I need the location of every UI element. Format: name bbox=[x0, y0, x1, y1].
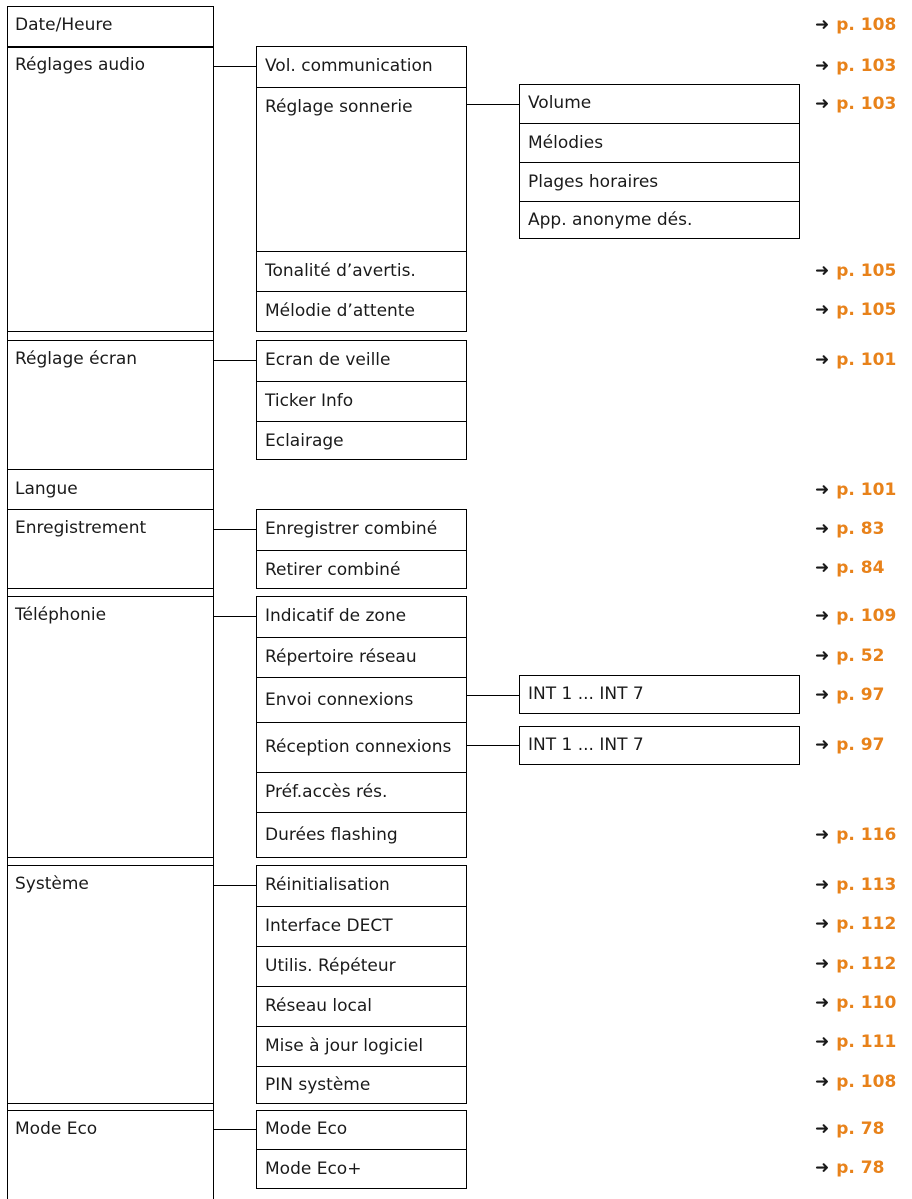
menu-item-date-heure[interactable]: Date/Heure bbox=[15, 15, 113, 35]
level1-separator bbox=[7, 340, 214, 341]
page-ref-mise-a-jour[interactable]: ➜ p. 111 bbox=[815, 1032, 897, 1052]
menu-item-telephonie[interactable]: Téléphonie bbox=[15, 605, 107, 625]
menu-item-interface-dect[interactable]: Interface DECT bbox=[257, 906, 466, 946]
connector-line bbox=[214, 616, 256, 617]
arrow-right-icon: ➜ bbox=[815, 825, 830, 845]
arrow-right-icon: ➜ bbox=[815, 519, 830, 539]
menu-item-langue[interactable]: Langue bbox=[15, 479, 78, 499]
page-ref-enregistrer-combine[interactable]: ➜ p. 83 bbox=[815, 519, 885, 539]
submenu-reception-int bbox=[519, 726, 800, 765]
page-ref-utilis-repeteur[interactable]: ➜ p. 112 bbox=[815, 954, 897, 974]
page-ref-reinitialisation[interactable]: ➜ p. 113 bbox=[815, 875, 897, 895]
menu-item-int-range[interactable]: INT 1 ... INT 7 bbox=[528, 684, 644, 704]
arrow-right-icon: ➜ bbox=[815, 914, 830, 934]
page-ref-mode-eco-plus[interactable]: ➜ p. 78 bbox=[815, 1158, 885, 1178]
connector-line bbox=[214, 1129, 256, 1130]
menu-item-reglage-sonnerie[interactable]: Réglage sonnerie bbox=[257, 87, 466, 251]
connector-line bbox=[467, 745, 519, 746]
arrow-right-icon: ➜ bbox=[815, 646, 830, 666]
menu-item-mode-eco-sub[interactable]: Mode Eco bbox=[265, 1119, 348, 1139]
submenu-reglages-audio bbox=[256, 46, 467, 332]
page-ref-envoi-connexions[interactable]: ➜ p. 97 bbox=[815, 685, 885, 705]
menu-item-repertoire-reseau[interactable]: Répertoire réseau bbox=[257, 637, 466, 677]
page-ref-melodie-attente[interactable]: ➜ p. 105 bbox=[815, 300, 897, 320]
menu-item-reglages-audio[interactable]: Réglages audio bbox=[15, 55, 146, 75]
menu-item-volume[interactable]: Volume bbox=[528, 93, 592, 113]
page-ref-mode-eco[interactable]: ➜ p. 78 bbox=[815, 1119, 885, 1139]
level1-separator bbox=[7, 857, 214, 858]
page-ref-reception-connexions[interactable]: ➜ p. 97 bbox=[815, 735, 885, 755]
page-ref-repertoire-reseau[interactable]: ➜ p. 52 bbox=[815, 646, 885, 666]
menu-item-mode-eco[interactable]: Mode Eco bbox=[15, 1119, 98, 1139]
submenu-mode-eco bbox=[256, 1110, 467, 1189]
page-ref-pin-systeme[interactable]: ➜ p. 108 bbox=[815, 1072, 897, 1092]
menu-item-durees-flashing[interactable]: Durées flashing bbox=[257, 812, 466, 857]
menu-item-tonalite-avertis[interactable]: Tonalité d’avertis. bbox=[257, 251, 466, 291]
arrow-right-icon: ➜ bbox=[815, 15, 830, 35]
menu-item-pin-systeme[interactable]: PIN système bbox=[257, 1066, 466, 1103]
connector-line bbox=[214, 885, 256, 886]
menu-item-envoi-connexions[interactable]: Envoi connexions bbox=[257, 677, 466, 722]
menu-item-melodies[interactable]: Mélodies bbox=[520, 123, 799, 162]
menu-item-plages-horaires[interactable]: Plages horaires bbox=[520, 162, 799, 201]
menu-item-indicatif-zone[interactable]: Indicatif de zone bbox=[265, 606, 407, 626]
menu-item-reception-connexions[interactable]: Réception connexions bbox=[257, 722, 466, 772]
menu-item-pref-acces[interactable]: Préf.accès rés. bbox=[257, 772, 466, 812]
submenu-systeme bbox=[256, 865, 467, 1104]
arrow-right-icon: ➜ bbox=[815, 1119, 830, 1139]
arrow-right-icon: ➜ bbox=[815, 94, 830, 114]
submenu-envoi-int bbox=[519, 675, 800, 714]
menu-item-systeme[interactable]: Système bbox=[15, 874, 89, 894]
menu-item-ecran-veille[interactable]: Ecran de veille bbox=[265, 350, 391, 370]
arrow-right-icon: ➜ bbox=[815, 558, 830, 578]
page-ref-durees-flashing[interactable]: ➜ p. 116 bbox=[815, 825, 897, 845]
menu-item-eclairage[interactable]: Eclairage bbox=[257, 421, 466, 461]
level1-separator bbox=[7, 331, 214, 332]
connector-line bbox=[214, 529, 256, 530]
arrow-right-icon: ➜ bbox=[815, 993, 830, 1013]
menu-item-enregistrement[interactable]: Enregistrement bbox=[15, 518, 147, 538]
submenu-telephonie bbox=[256, 596, 467, 858]
menu-item-enregistrer-combine[interactable]: Enregistrer combiné bbox=[265, 519, 438, 539]
menu-item-reinitialisation[interactable]: Réinitialisation bbox=[265, 875, 390, 895]
level1-separator bbox=[7, 1103, 214, 1104]
level1-separator bbox=[7, 588, 214, 589]
page-ref-reseau-local[interactable]: ➜ p. 110 bbox=[815, 993, 897, 1013]
connector-line bbox=[214, 66, 256, 67]
page-ref-interface-dect[interactable]: ➜ p. 112 bbox=[815, 914, 897, 934]
menu-item-mode-eco-plus[interactable]: Mode Eco+ bbox=[257, 1149, 466, 1188]
arrow-right-icon: ➜ bbox=[815, 954, 830, 974]
arrow-right-icon: ➜ bbox=[815, 685, 830, 705]
connector-line bbox=[467, 104, 519, 105]
page-ref-date-heure[interactable]: ➜ p. 108 bbox=[815, 15, 897, 35]
menu-item-retirer-combine[interactable]: Retirer combiné bbox=[257, 550, 466, 590]
connector-line bbox=[467, 695, 519, 696]
menu-item-utilis-repeteur[interactable]: Utilis. Répéteur bbox=[257, 946, 466, 986]
arrow-right-icon: ➜ bbox=[815, 56, 830, 76]
arrow-right-icon: ➜ bbox=[815, 606, 830, 626]
arrow-right-icon: ➜ bbox=[815, 350, 830, 370]
menu-item-melodie-attente[interactable]: Mélodie d’attente bbox=[257, 291, 466, 331]
submenu-enregistrement bbox=[256, 509, 467, 589]
menu-item-reseau-local[interactable]: Réseau local bbox=[257, 986, 466, 1026]
arrow-right-icon: ➜ bbox=[815, 261, 830, 281]
page-ref-vol-communication[interactable]: ➜ p. 103 bbox=[815, 56, 897, 76]
menu-item-mise-a-jour[interactable]: Mise à jour logiciel bbox=[257, 1026, 466, 1066]
menu-item-reglage-ecran[interactable]: Réglage écran bbox=[15, 349, 138, 369]
submenu-reglage-sonnerie bbox=[519, 84, 800, 239]
arrow-right-icon: ➜ bbox=[815, 1072, 830, 1092]
page-ref-retirer-combine[interactable]: ➜ p. 84 bbox=[815, 558, 885, 578]
menu-item-int-range[interactable]: INT 1 ... INT 7 bbox=[528, 735, 644, 755]
arrow-right-icon: ➜ bbox=[815, 300, 830, 320]
arrow-right-icon: ➜ bbox=[815, 480, 830, 500]
arrow-right-icon: ➜ bbox=[815, 875, 830, 895]
page-ref-ecran-veille[interactable]: ➜ p. 101 bbox=[815, 350, 897, 370]
menu-item-app-anonyme[interactable]: App. anonyme dés. bbox=[520, 201, 799, 238]
arrow-right-icon: ➜ bbox=[815, 1032, 830, 1052]
page-ref-tonalite[interactable]: ➜ p. 105 bbox=[815, 261, 897, 281]
page-ref-indicatif-zone[interactable]: ➜ p. 109 bbox=[815, 606, 897, 626]
arrow-right-icon: ➜ bbox=[815, 735, 830, 755]
submenu-reglage-ecran bbox=[256, 340, 467, 460]
menu-item-ticker-info[interactable]: Ticker Info bbox=[257, 381, 466, 421]
page-ref-volume[interactable]: ➜ p. 103 bbox=[815, 94, 897, 114]
connector-line bbox=[214, 360, 256, 361]
menu-item-vol-communication[interactable]: Vol. communication bbox=[265, 56, 433, 76]
page-ref-langue[interactable]: ➜ p. 101 bbox=[815, 480, 897, 500]
arrow-right-icon: ➜ bbox=[815, 1158, 830, 1178]
